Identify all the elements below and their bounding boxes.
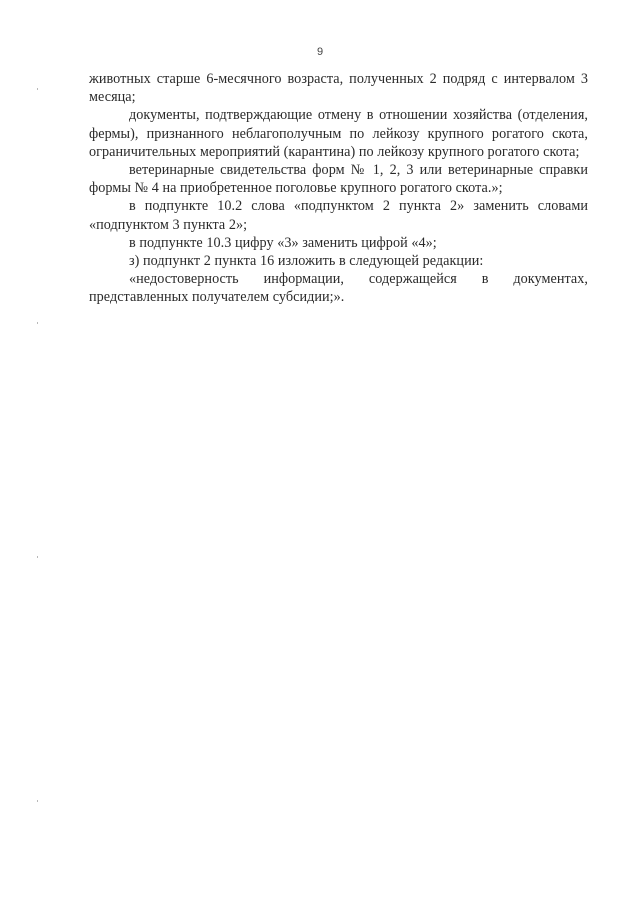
margin-scan-mark	[37, 800, 38, 802]
paragraph-item-z: з) подпункт 2 пункта 16 изложить в следующей редакции:	[129, 253, 484, 270]
paragraph-subitem-10-2: в подпункте 10.2 слова «подпунктом 2 пункта 2» заменить словами «подпунктом 3 пункта 2»;	[89, 198, 588, 233]
margin-scan-mark	[37, 88, 38, 90]
document-body	[89, 70, 588, 307]
page-number: 9	[316, 46, 324, 58]
paragraph-continuation: животных старше 6-месячного возраста, полученных 2 подряд с интервалом 3 месяца;	[89, 71, 588, 106]
margin-scan-mark	[37, 322, 38, 324]
paragraph-documents-quarantine: документы, подтверждающие отмену в отношении хозяйства (отделения, фермы), признанного неблагополучным по лейкозу крупного рогатого скота, ограничительных мероприятий (карантина) по лейкозу крупного рогатого скота;	[89, 107, 588, 160]
paragraph-veterinary-certificates: ветеринарные свидетельства форм № 1, 2, 3 или ветеринарные справки формы № 4 на приобретенное поголовье крупного рогатого скота.»;	[89, 162, 588, 197]
margin-scan-mark	[37, 556, 38, 558]
paragraph-subitem-10-3: в подпункте 10.3 цифру «3» заменить цифрой «4»;	[129, 234, 437, 251]
paragraph-unreliable-information: «недостоверность информации, содержащейся в документах, представленных получателем субсидии;».	[89, 271, 588, 306]
